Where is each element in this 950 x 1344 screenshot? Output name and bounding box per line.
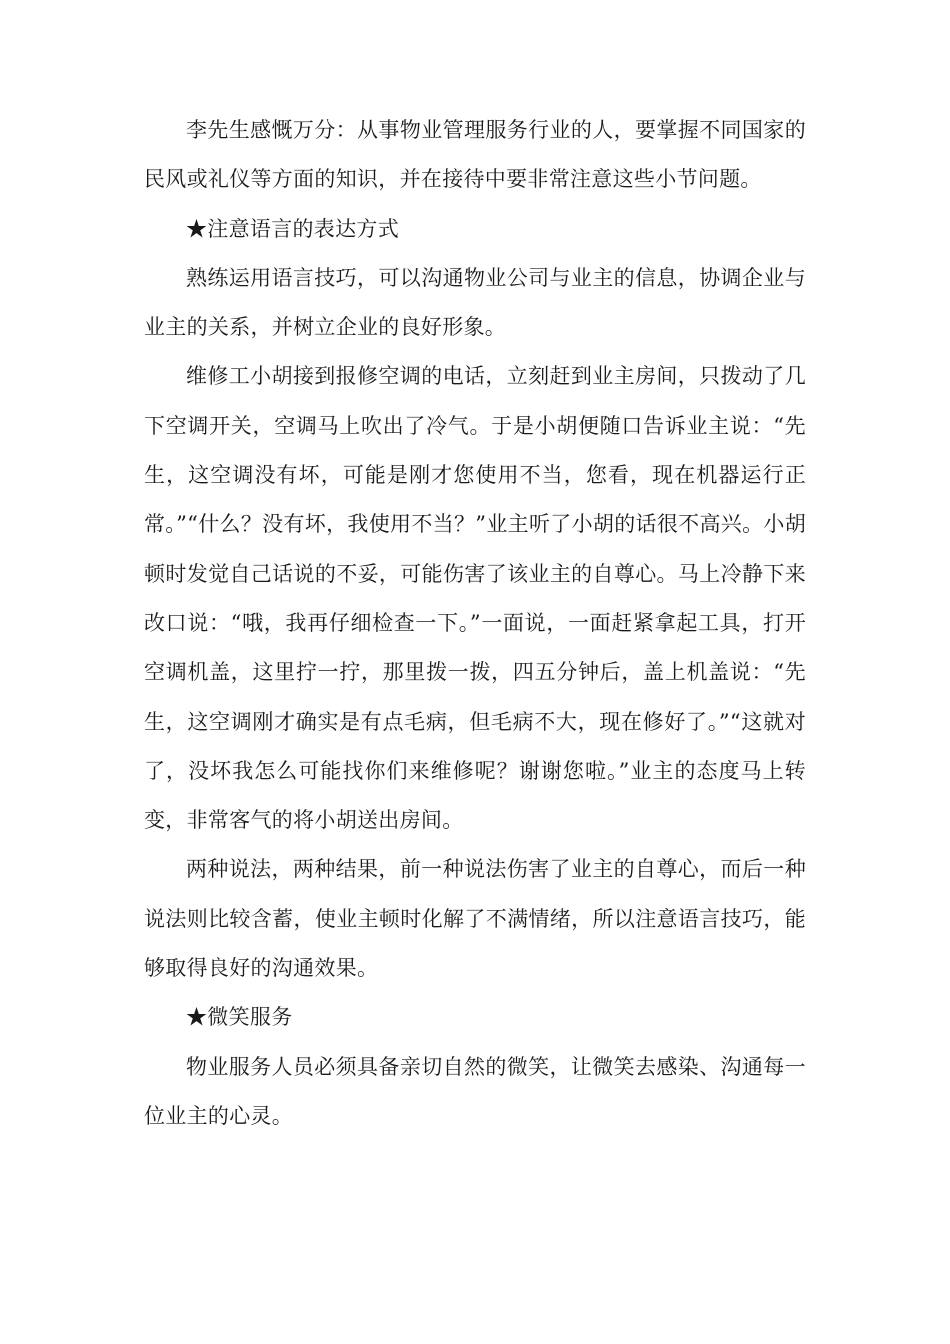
- paragraph-intro: 李先生感慨万分：从事物业管理服务行业的人，要掌握不同国家的民风或礼仪等方面的知识，并在接待中要非常注意这些小节问题。: [144, 118, 806, 192]
- paragraph-language-skill: 熟练运用语言技巧，可以沟通物业公司与业主的信息，协调企业与业主的关系，并树立企业的良好形象。: [144, 265, 806, 340]
- document-body: [144, 106, 806, 1141]
- paragraph-two-ways: 两种说法，两种结果，前一种说法伤害了业主的自尊心，而后一种说法则比较含蓄，使业主顿时化解了不满情绪，所以注意语言技巧，能够取得良好的沟通效果。: [144, 857, 806, 981]
- section-heading-language: ★注意语言的表达方式: [186, 216, 399, 241]
- section-heading-smile: ★微笑服务: [186, 1005, 293, 1030]
- paragraph-repair-story: 维修工小胡接到报修空调的电话，立刻赶到业主房间，只拨动了几下空调开关，空调马上吹出了冷气。于是小胡便随口告诉业主说：“先生，这空调没有坏，可能是刚才您使用不当，您看，现在机器运行正常。”“什么？没有坏，我使用不当？”业主听了小胡的话很不高兴。小胡顿时发觉自己话说的不妥，可能伤害了该业主的自尊心。马上冷静下来改口说：“哦，我再仔细检查一下。”一面说，一面赶紧拿起工具，打开空调机盖，这里拧一拧，那里拨一拨，四五分钟后，盖上机盖说：“先生，这空调刚才确实是有点毛病，但毛病不大，现在修好了。”“这就对了，没坏我怎么可能找你们来维修呢？谢谢您啦。”业主的态度马上转变，非常客气的将小胡送出房间。: [144, 364, 806, 833]
- paragraph-smile-service: 物业服务人员必须具备亲切自然的微笑，让微笑去感染、沟通每一位业主的心灵。: [144, 1054, 806, 1128]
